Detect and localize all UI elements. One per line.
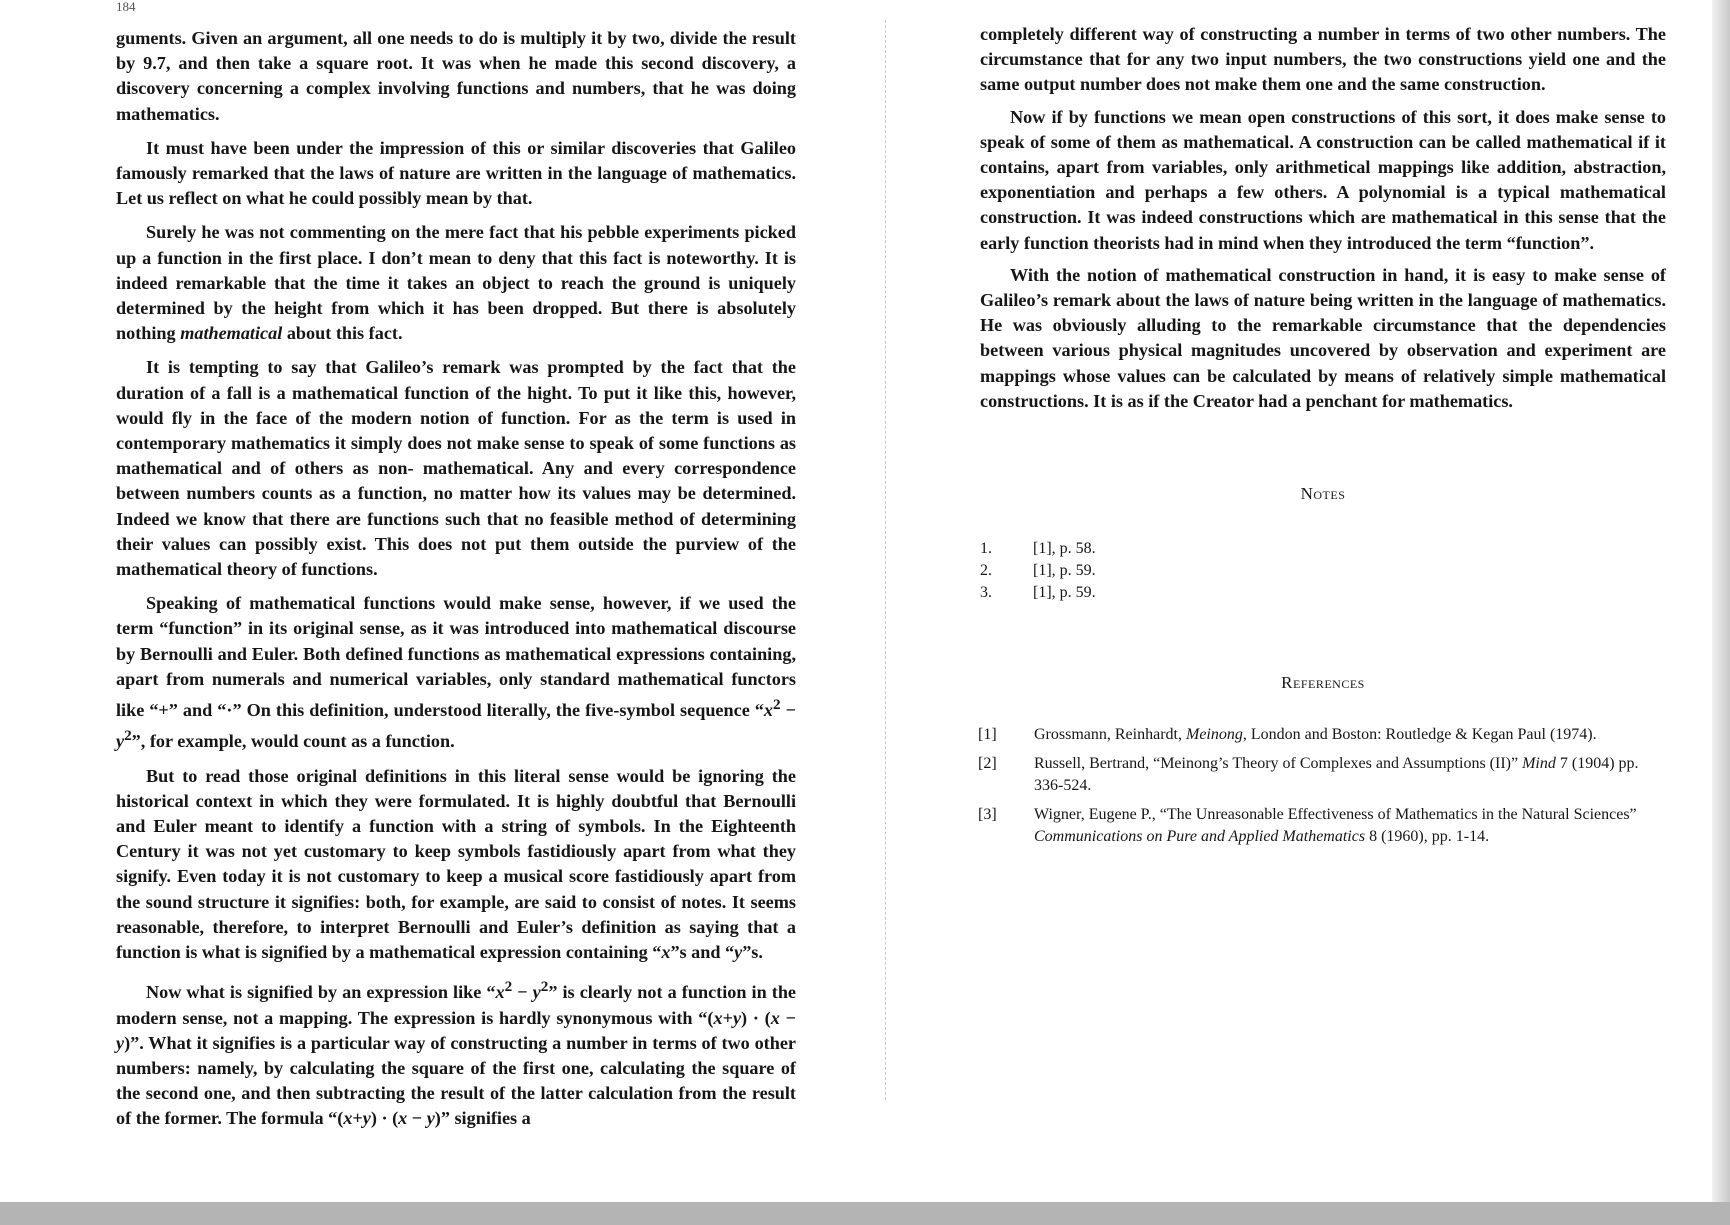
italic-text: Communications on Pure and Applied Mathematics bbox=[1034, 828, 1366, 845]
text-run: − bbox=[779, 1007, 796, 1028]
right-column bbox=[980, 22, 1666, 414]
paragraph bbox=[980, 105, 1666, 256]
note-text: [1], p. 59. bbox=[1033, 584, 1096, 601]
text-run: )” signifies a bbox=[434, 1108, 531, 1129]
note-item bbox=[980, 538, 1380, 560]
note-number: 2. bbox=[980, 562, 992, 579]
text-run: It is tempting to say that Galileo’s remark was prompted by the fact that the duration of a fall is a mathematical function of the hight. To put it like this, however, would fly in the face of the modern notion of function. For as the term is used in contemporary mathematics it simply does not make sense to speak of some functions as mathematical and of others as non- mathematical. Any and every correspondence between numbers counts as a function, no matter how its values may be determined. Indeed we know that there are functions such that no feasible method of determining their values can possibly exist. This does not put them outside the purview of the mathematical theory of functions. bbox=[116, 357, 796, 580]
reference-item bbox=[978, 724, 1668, 746]
text-run: Wigner, Eugene P., “The Unreasonable Effectiveness of Mathematics in the Natural Sciences” bbox=[1034, 806, 1637, 823]
text-run: Russell, Bertrand, “Meinong’s Theory of Complexes and Assumptions (II)” bbox=[1034, 755, 1523, 772]
italic-text: y bbox=[732, 1007, 742, 1028]
text-run: + bbox=[722, 1007, 733, 1028]
superscript: 2 bbox=[124, 727, 132, 745]
text-run: 8 (1960), pp. 1-14. bbox=[1365, 828, 1490, 845]
page-number: 184 bbox=[116, 0, 136, 14]
page-edge bbox=[1712, 0, 1730, 1202]
text-run: Speaking of mathematical functions would make sense, however, if we used the term “function” in its original sense, as it was introduced into mathematical discourse by Bernoulli and Euler. Both defined functions as mathematical expressions containing, apart from numerals and numerical variables, only standard mathematical functors like “+” and “·” On this definition, understood literally, the five-symbol sequence “ bbox=[116, 593, 796, 721]
text-run: Grossmann, Reinhardt, bbox=[1034, 726, 1186, 743]
paragraph bbox=[116, 26, 796, 127]
note-text: [1], p. 58. bbox=[1033, 540, 1096, 557]
text-run: Now if by functions we mean open constructions of this sort, it does make sense to speak of some of them as mathematical. A construction can be called mathematical if it contains, apart from variables, only arithmetical mappings like addition, abstraction, exponentiation and perhaps a few others. A polynomial is a typical mathematical construction. It was indeed constructions which are mathematical in this sense that the early function theorists had in mind when they introduced the term “function”. bbox=[980, 106, 1666, 253]
paragraph bbox=[980, 22, 1666, 98]
superscript: 2 bbox=[540, 978, 549, 996]
text-run: Now what is signified by an expression like “ bbox=[146, 982, 496, 1003]
notes-list bbox=[980, 538, 1380, 604]
text-run: It must have been under the impression of this or similar discoveries that Galileo famously remarked that the laws of nature are written in the language of mathematics. Let us reflect on what he could possibly mean by that. bbox=[116, 137, 796, 209]
text-run: With the notion of mathematical construction in hand, it is easy to make sense of Galileo’s remark about the laws of nature being written in the language of mathematics. He was obviously alluding to the remarkable circumstance that the dependencies between various physical magnitudes uncovered by observation and experiment are mappings whose values can be calculated by means of relatively simple mathematical constructions. It is as if the Creator had a penchant for mathematics. bbox=[980, 264, 1666, 411]
italic-text: y bbox=[362, 1108, 371, 1129]
reference-tag: [3] bbox=[978, 806, 997, 823]
italic-text: y bbox=[532, 982, 541, 1003]
italic-text: x bbox=[770, 1007, 780, 1028]
left-column bbox=[116, 26, 796, 1132]
paragraph bbox=[980, 263, 1666, 414]
italic-text: Meinong bbox=[1185, 726, 1243, 743]
italic-text: x bbox=[398, 1108, 408, 1129]
note-number: 1. bbox=[980, 540, 992, 557]
note-text: [1], p. 59. bbox=[1033, 562, 1096, 579]
reference-tag: [1] bbox=[978, 726, 997, 743]
text-run: − bbox=[512, 982, 533, 1003]
text-run: − bbox=[407, 1108, 427, 1129]
note-number: 3. bbox=[980, 584, 992, 601]
text-run: But to read those original definitions in this literal sense would be ignoring the historical context in which they were formulated. It is highly doubtful that Bernoulli and Euler meant to identify a function with a string of symbols. In the Eighteenth Century it was not yet customary to keep symbols fastidiously apart from what they signify. Even today it is not customary to keep a musical score fastidiously apart from the sound structure it signifies: both, for example, are said to consist of notes. It seems reasonable, therefore, to interpret Bernoulli and Euler’s definition as saying that a function is what is signified by a mathematical expression containing “ bbox=[116, 765, 796, 963]
italic-text: y bbox=[116, 731, 125, 752]
reference-tag: [2] bbox=[978, 755, 997, 772]
text-run: 7 (1904) pp. 336-524. bbox=[1034, 755, 1639, 794]
paragraph bbox=[116, 136, 796, 212]
text-run: − bbox=[780, 700, 796, 721]
text-run: about this fact. bbox=[282, 323, 403, 344]
references-heading: References bbox=[1281, 673, 1365, 692]
paragraph bbox=[116, 220, 796, 346]
reference-text bbox=[1034, 804, 1668, 848]
paragraph bbox=[116, 974, 796, 1131]
references-list bbox=[978, 724, 1668, 848]
italic-text: x bbox=[343, 1108, 353, 1129]
superscript: 2 bbox=[773, 696, 781, 714]
paragraph bbox=[116, 355, 796, 582]
note-item bbox=[980, 582, 1380, 604]
text-run: , London and Boston: Routledge & Kegan Paul (1974). bbox=[1242, 726, 1597, 743]
text-run: ”s. bbox=[742, 942, 763, 963]
paragraph bbox=[116, 764, 796, 966]
italic-text: x bbox=[495, 982, 505, 1003]
text-run: ) · ( bbox=[741, 1007, 771, 1028]
text-run: )”. What it signifies is a particular way of constructing a number in terms of two other numbers: namely, by calculating the square of the first one, calculating the square of the second one, and then subtracting the result of the latter calculation from the result of the former. The formula “( bbox=[116, 1032, 796, 1129]
reference-item bbox=[978, 753, 1668, 797]
text-run: + bbox=[352, 1108, 363, 1129]
text-run: completely different way of constructing a number in terms of two other numbers. The circumstance that for any two input numbers, the two constructions yield one and the same output number does not make them one and the same construction. bbox=[980, 24, 1666, 95]
italic-text: y bbox=[116, 1032, 125, 1053]
page-gutter bbox=[885, 20, 886, 1100]
scan-bottom-edge bbox=[0, 1202, 1730, 1225]
italic-text: x bbox=[713, 1007, 723, 1028]
text-run: ) · ( bbox=[370, 1108, 399, 1129]
italic-text: mathematical bbox=[180, 323, 283, 344]
reference-item bbox=[978, 804, 1668, 848]
italic-text: x bbox=[661, 942, 671, 963]
text-run: ” is clearly not a function in the modern sense, not a mapping. The expression is hardly synonymous with “( bbox=[116, 982, 797, 1028]
text-run: Surely he was not commenting on the mere fact that his pebble experiments picked up a function in the first place. I don’t mean to deny that this fact is noteworthy. It is indeed remarkable that the time it takes an object to reach the ground is uniquely determined by the height from which it has been dropped. But there is absolutely nothing bbox=[116, 222, 796, 344]
text-run: ”, for example, would count as a function. bbox=[131, 731, 455, 752]
italic-text: y bbox=[734, 942, 743, 963]
paragraph bbox=[116, 591, 796, 754]
italic-text: y bbox=[426, 1108, 435, 1129]
note-item bbox=[980, 560, 1380, 582]
reference-text bbox=[1034, 724, 1668, 746]
notes-heading: Notes bbox=[1300, 484, 1346, 503]
superscript: 2 bbox=[504, 978, 513, 996]
text-run: guments. Given an argument, all one needs to do is multiply it by two, divide the result by 9.7, and then take a square root. It was when he made this second discovery, a discovery concerning a complex involving functions and numbers, that he was doing mathematics. bbox=[116, 28, 796, 124]
text-run: ”s and “ bbox=[670, 942, 735, 963]
italic-text: x bbox=[763, 700, 773, 721]
italic-text: Mind bbox=[1522, 755, 1556, 772]
reference-text bbox=[1034, 753, 1668, 797]
